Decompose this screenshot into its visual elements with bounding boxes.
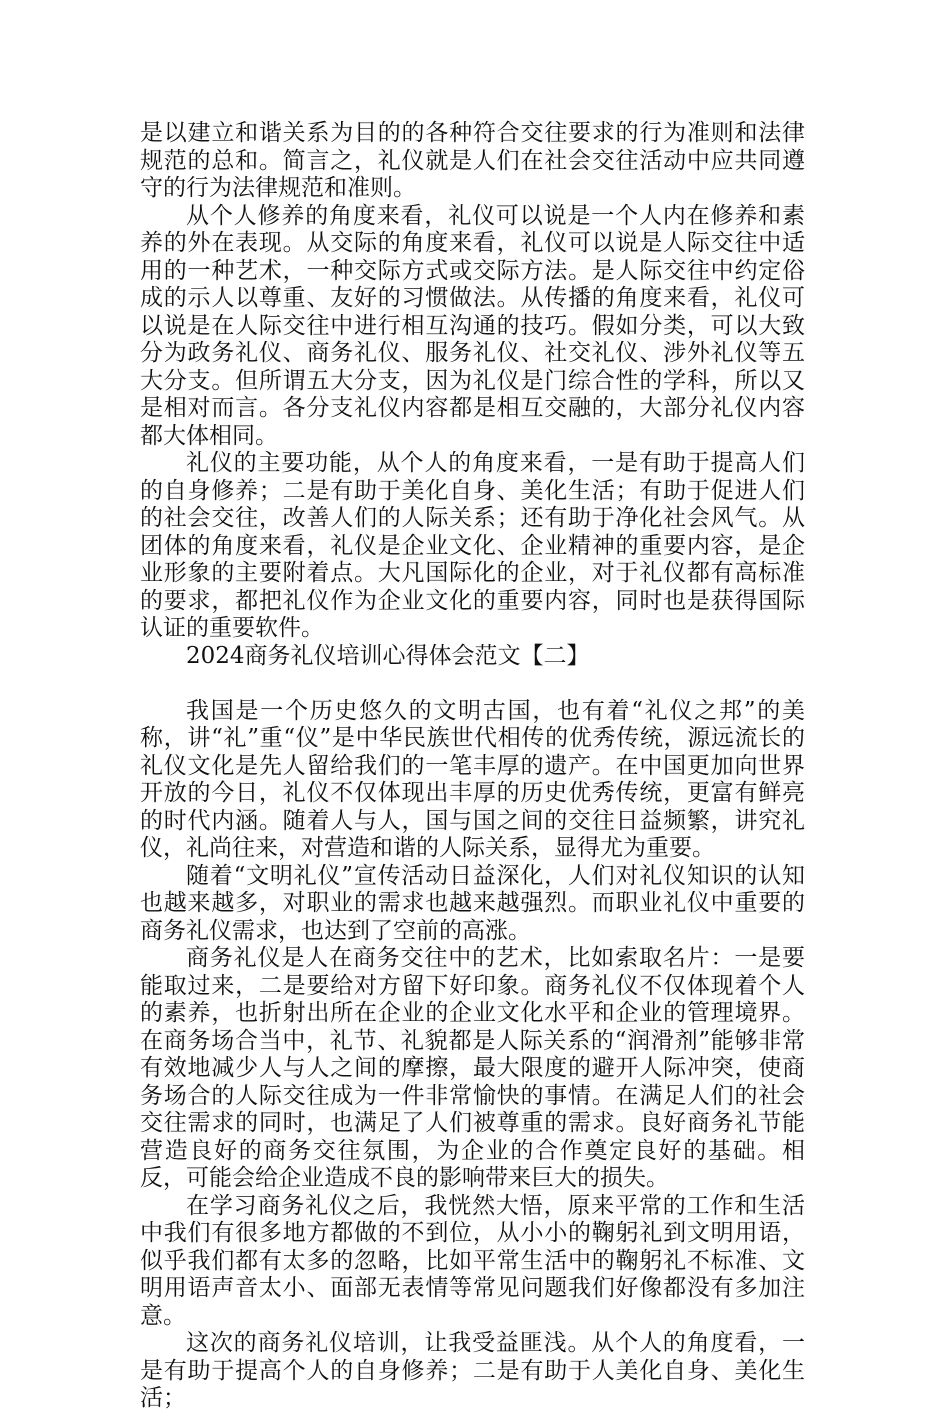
body-paragraph: 随着“文明礼仪”宣传活动日益深化，人们对礼仪知识的认知也越来越多，对职业的需求也越来越强烈。而职业礼仪中重要的商务礼仪需求，也达到了空前的高涨。 <box>140 862 805 944</box>
body-paragraph: 我国是一个历史悠久的文明古国，也有着“礼仪之邦”的美称，讲“礼”重“仪”是中华民族世代相传的优秀传统，源远流长的礼仪文化是先人留给我们的一笔丰厚的遗产。在中国更加向世界开放的今日，礼仪不仅体现出丰厚的历史优秀传统，更富有鲜亮的时代内涵。随着人与人，国与国之间的交往日益频繁，讲究礼仪，礼尚往来，对营造和谐的人际关系，显得尤为重要。 <box>140 697 805 861</box>
body-paragraph: 商务礼仪是人在商务交往中的艺术，比如索取名片：一是要能取过来，二是要给对方留下好印象。商务礼仪不仅体现着个人的素养，也折射出所在企业的企业文化水平和企业的管理境界。在商务场合当中，礼节、礼貌都是人际关系的“润滑剂”能够非常有效地减少人与人之间的摩擦，最大限度的避开人际冲突，使商务场合的人际交往成为一件非常愉快的事情。在满足人们的社会交往需求的同时，也满足了人们被尊重的需求。良好商务礼节能营造良好的商务交往氛围，为企业的合作奠定良好的基础。相反，可能会给企业造成不良的影响带来巨大的损失。 <box>140 945 805 1191</box>
body-paragraph: 是以建立和谐关系为目的的各种符合交往要求的行为准则和法律规范的总和。简言之，礼仪就是人们在社会交往活动中应共同遵守的行为法律规范和准则。 <box>140 120 805 201</box>
document-page <box>140 120 805 1413</box>
body-paragraph: 礼仪的主要功能，从个人的角度来看，一是有助于提高人们的自身修养；二是有助于美化自身、美化生活；有助于促进人们的社会交往，改善人们的人际关系；还有助于净化社会风气。从团体的角度来看，礼仪是企业文化、企业精神的重要内容，是企业形象的主要附着点。大凡国际化的企业，对于礼仪都有高标准的要求，都把礼仪作为企业文化的重要内容，同时也是获得国际认证的重要软件。 <box>140 450 805 641</box>
body-paragraph: 这次的商务礼仪培训，让我受益匪浅。从个人的角度看，一是有助于提高个人的自身修养；二是有助于人美化自身、美化生活； <box>140 1330 805 1411</box>
body-paragraph: 在学习商务礼仪之后，我恍然大悟，原来平常的工作和生活中我们有很多地方都做的不到位，从小小的鞠躬礼到文明用语，似乎我们都有太多的忽略，比如平常生活中的鞠躬礼不标准、文明用语声音太小、面部无表情等常见问题我们好像都没有多加注意。 <box>140 1192 805 1329</box>
body-paragraph: 从个人修养的角度来看，礼仪可以说是一个人内在修养和素养的外在表现。从交际的角度来看，礼仪可以说是人际交往中适用的一种艺术，一种交际方式或交际方法。是人际交往中约定俗成的示人以尊重、友好的习惯做法。从传播的角度来看，礼仪可以说是在人际交往中进行相互沟通的技巧。假如分类，可以大致分为政务礼仪、商务礼仪、服务礼仪、社交礼仪、涉外礼仪等五大分支。但所谓五大分支，因为礼仪是门综合性的学科，所以又是相对而言。各分支礼仪内容都是相互交融的，大部分礼仪内容都大体相同。 <box>140 202 805 449</box>
section-heading: 2024商务礼仪培训心得体会范文【二】 <box>186 642 590 669</box>
